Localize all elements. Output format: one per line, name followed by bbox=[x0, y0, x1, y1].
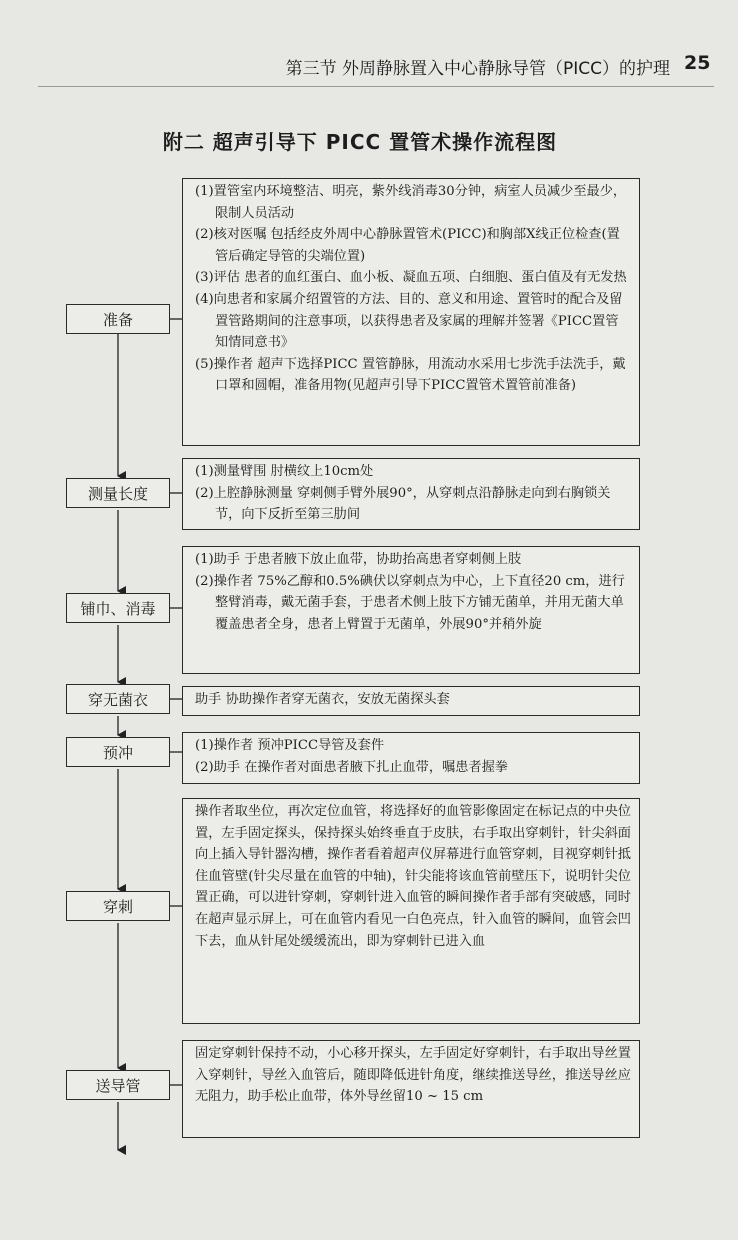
detail-prepare-item-3: (3)评估 患者的血红蛋白、血小板、凝血五项、白细胞、蛋白值及有无发热 bbox=[195, 270, 627, 286]
detail-preflush bbox=[182, 732, 640, 784]
detail-gown-text: 助手 协助操作者穿无菌衣，安放无菌探头套 bbox=[195, 692, 450, 707]
detail-puncture bbox=[182, 798, 640, 1024]
detail-puncture-text: 操作者取坐位，再次定位血管，将选择好的血管影像固定在标记点的中央位置，左手固定探头，保持探头始终垂直于皮肤，右手取出穿刺针，针尖斜面向上插入导针器沟槽，操作者看着超声仪屏幕进行血管穿刺，目视穿刺针抵住血管壁(针尖尽量在血管的中轴)，针尖能将该血管前壁压下，说明针尖位置正确，可以进针穿刺，穿刺针进入血管的瞬间操作者手部有突破感，同时在超声显示屏上，可在血管内看见一白色亮点，针入血管的瞬间，血管会凹下去，血从针尾处缓缓流出，即为穿刺针已进入血 bbox=[195, 804, 631, 949]
step-prepare: 准备 bbox=[66, 304, 170, 334]
detail-prepare-item-4: (4)向患者和家属介绍置管的方法、目的、意义和用途、置管时的配合及留置管路期间的注意事项，以获得患者及家属的理解并签署《PICC置管知情同意书》 bbox=[195, 291, 623, 351]
running-header: 第三节 外周静脉置入中心静脉导管（PICC）的护理 bbox=[285, 59, 670, 79]
detail-preflush-item-2: (2)助手 在操作者对面患者腋下扎止血带，嘱患者握拳 bbox=[195, 759, 508, 775]
detail-measure-item-1: (1)测量臂围 肘横纹上10cm处 bbox=[195, 464, 374, 479]
detail-drape-disinfect bbox=[182, 546, 640, 674]
detail-prepare-item-1: (1)置管室内环境整洁、明亮，紫外线消毒30分钟，病室人员减少至最少，限制人员活动 bbox=[195, 184, 627, 221]
page-number: 25 bbox=[684, 52, 711, 74]
detail-drape-item-1: (1)助手 于患者腋下放止血带，协助抬高患者穿刺侧上肢 bbox=[195, 552, 522, 567]
step-puncture: 穿刺 bbox=[66, 891, 170, 921]
detail-measure-item-2: (2)上腔静脉测量 穿刺侧手臂外展90°，从穿刺点沿静脉走向到右胸锁关节，向下反折至第三肋间 bbox=[195, 485, 611, 523]
detail-preflush-item-1: (1)操作者 预冲PICC导管及套件 bbox=[195, 738, 385, 753]
detail-drape-item-2: (2)操作者 75%乙醇和0.5%碘伏以穿刺点为中心，上下直径20 cm，进行整臂消毒，戴无菌手套，于患者术侧上肢下方铺无菌单，并用无菌大单覆盖患者全身，患者上臂置于无菌单，外展90°并稍外旋 bbox=[195, 573, 625, 632]
detail-prepare-item-5: (5)操作者 超声下选择PICC 置管静脉，用流动水采用七步洗手法洗手，戴口罩和圆帽，准备用物(见超声引导下PICC置管术置管前准备) bbox=[195, 356, 626, 394]
step-preflush: 预冲 bbox=[66, 737, 170, 767]
step-advance-catheter: 送导管 bbox=[66, 1070, 170, 1100]
detail-prepare-item-2: (2)核对医嘱 包括经皮外周中心静脉置管术(PICC)和胸部X线正位检查(置管后确定导管的尖端位置) bbox=[195, 227, 620, 264]
detail-sterile-gown bbox=[182, 686, 640, 716]
step-sterile-gown: 穿无菌衣 bbox=[66, 684, 170, 714]
step-measure-length: 测量长度 bbox=[66, 478, 170, 508]
detail-measure-length bbox=[182, 458, 640, 530]
detail-prepare bbox=[182, 178, 640, 446]
detail-advance-catheter bbox=[182, 1040, 640, 1138]
detail-advance-text: 固定穿刺针保持不动，小心移开探头，左手固定好穿刺针，右手取出导丝置入穿刺针，导丝入血管后，随即降低进针角度，继续推送导丝，推送导丝应无阻力，助手松止血带，体外导丝留10 ~ 15 cm bbox=[195, 1046, 631, 1105]
figure-title: 附二 超声引导下 PICC 置管术操作流程图 bbox=[162, 130, 558, 154]
step-drape-disinfect: 铺巾、消毒 bbox=[66, 593, 170, 623]
